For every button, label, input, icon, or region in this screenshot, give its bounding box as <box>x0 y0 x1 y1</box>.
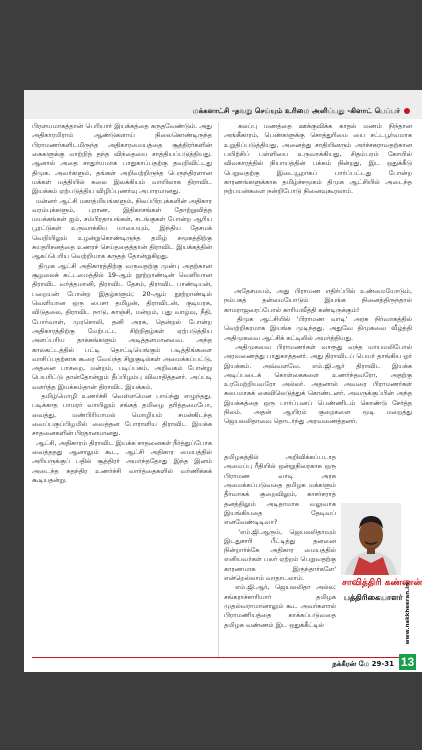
author-name: சாவித்திரி கண்ணன் <box>342 578 422 588</box>
top-band <box>24 90 422 102</box>
article-column-right-lower: தமிழகத்தில் அறிவிக்கப்படாத அமைப்பு ரீதியில் ஒன்றுநிரைகாக ஒரு பிராமண வாடி அரசு அமைக்கப்படுவதை தமிழக மக்களும் தீர்வாகக் குறைவிலும், காசர்சராத் தனத்திலும் அடிதாமாக வலுவாக இயங்கியதை தேடிவப் எனவேண்டிடிவா? 'எம்.ஜி.ஆரும், ஜெயலலிதாவும் இடதுசாரி பீட்டித்து தனனை நின்றார்க்கே அதிகார மையத்தில் எனியவர்கள் பலர் ஏற்றம் பெறுவதற்கு காரணமாக இருந்தார்களே' என்றெல்லாம் வாதாடலாம். எம்.ஜி.ஆர், ஜெயலலிதா அல்ல; சங்கராச்சாரியார் தமிழக முதல்வராமானாலும் கூட அவர்களால் பிராமணியத்தை காக்கப்படுவதை தமிழக வண்ணம் இட ஒதுக்கீட்டில் <box>224 453 337 629</box>
section-header <box>24 102 422 119</box>
page-number-badge: 13 <box>400 655 415 669</box>
article-column-right: கலப்பு மணத்தை ஊக்குவிக்க காதல் மணம் நிந்தான அங்கீகாரம், பெண்களுக்கு சொத்துரிமை யை சட்டபூர்வமாக உறுதிப்படுத்தியது, அனைத்து சாதியினரும் அர்ச்சகராவதற்கான பயிற்சிப் பள்ளியை உருவாக்கியது, சிதம்பரம் கோயில் விவகாரத்தில் நியாயத்தின் பக்கம் நின்றது, இட ஒதுக்கீடு பெறுவதற்கு இடையூறாகப் பார்ப்பட்டது போன்ற காரணங்களுக்காக தமிழ்ச்சமூகம் திமுக ஆட்சியில் அடைந்த நற்பயன்களை நன்றிபோடு நினைவுகூரலாம். <box>224 122 415 196</box>
author-portrait-icon <box>341 503 401 575</box>
author-role: பத்திரிகையாளர் <box>344 593 403 602</box>
column-divider <box>218 122 219 657</box>
footer-rule <box>32 657 404 658</box>
article-column-left: பிரளயமாகத்தான் பெரியார் இயக்கத்தை கருதவேண்டும். அது அதிகாரமிராம் ஆண்டுகளாய் நிலைகொண்டிருந்த பிராமணர்களிடமிருந்த அதிகாரமையத்தை சூத்திரர்களின் கைகளுக்கு மாற்றித் தந்த விந்தையை சாத்தியப்படுத்தியது. ஆனால் அதை சாதுர்யமாக பாதுகாப்பதற்கு தவறிவிட்டது திமுக. அவர்களும், தங்கள் அறிவற்றிருந்த பெருந்திரளான மக்கள் மத்தியில் கலை இலக்கியம் வாயிலாக திராவிட இயக்கம் ஏற்படுத்திய விழிப்புணர்வு அபாரமானது. மன்னர் ஆட்சி மகாத்மியங்களும், நிலப்பிரபுக்களின் அதிகார வரம்புக்களும், புராண, இதிகாசங்கள் தோற்றுவித்த மயக்கங்கள் ஐம், சம்பிரதாயங்கள், சடங்குகள் போன்ற ஆரிய பூரட்டுகள் உருவாக்கிய மாயையும், இந்திய தேசமக் வெறியிலும் உழன்றுகொண்டிருந்த தமிழ் சமூகத்திற்கு சுயதரிசனத்தை உணரச் செய்ததைத்தான் திராவிட இயக்கத்தின் ஆகப்பெரிய வெற்றியாக கருதத் தோன்றுகிறது. திமுக ஆட்சி அதிகாரத்திற்கு வருவதற்கு முன்பு அதற்கான சூழலைக் கட்டமைத்தில் 19-ஆம் நூற்றாண்டின் வெளியான திராவிட வர்த்தமானி, திராவிட தேசம், திராவிட பாண்டியன், பறையன் போன்ற இதழ்களும்; 20-ஆம் நூற்றாண்டில் வெளியான ஒரு பைசா தமிழன், திராவிடன், குடியரசு, விடுதலை, திராவிட நாடு, காஞ்சி, மன்றம், புது வாழ்வு, நீதி, போர்வாள், முரசொலி, தனி அரசு, தென்றல் போன்ற அதிகாரத்திற்கு மேற்பட்ட சிற்றிதழ்கள் ஏற்படுத்திய அளப்பரிய தாக்கங்களும் அடித்தளமானவை. அந்த காலகட்டத்தில் பட்டி தொட்டியெங்கும் படித்திங்களை வாசிப்பதற்காக கூரை வேய்ந்த சிறுகுடில்கள் அமைக்கப்பட்டு, அதனை பாசறை, மன்றம், படிப்பகம், அறிவகம் போன்று பெயரிட்டு தான்தோன்றும் தீப்பிழம்பு விவாதித்தனர். அப்படி வளர்த்த இயக்கம்தான் திராவிட இயக்கம். தமிழ்மொழி உணர்ச்சி வெள்ளமென பாய்ந்து எழுந்தது. படிக்காத பாமரர் வாயிலும் சங்கத் தமிழை தரித்தமைபோ, வைத்து, மண்பிரியாமல் மொழியம் சமன்கிடந்த வைப்பகுப்பிழமில் வைத்தன போராளிய திராவிட இயக்க சாதனைகளின் பிரதானமானது. ஆட்சி, அதிகாரம் திராவிட இயக்க சாதனைகள் நீர்த்துப்போக வைத்ததது ஆனாலும் கூட, ஆட்சி அதிகார மையத்தில் அரியருக்குப் பதில் சூத்திரர் அமர்ந்ததோது இந்த இனம் அடைந்த சுதந்திர உணர்ச்சி வார்த்தைகளில் வர்ணிக்கக் கூடியதன்று. <box>32 122 212 484</box>
magazine-page <box>24 90 422 672</box>
article-column-right-middle: அதேசமயம், அது பிராமண எதிர்ப்பில் உண்மையோடும், நம்பகத் தன்மையோடும் இயங்க நினைத்திருந்தால் காமராஜரைப்போல் காரியவீத்தி கண்டிருக்கும்! திமுக ஆட்சியில் 'பிராமண வாடி' அரசு நிர்வாகத்தில் வெற்றிகரமாக இயங்க முடிந்தது. அதுவே திமுகவை வீழ்த்தி அதிமுகவை ஆட்சிக் கட்டிலில் அமர்த்தியது. அதிமுகவை பிராமணர்கள் வாரூது வந்த மாயமலிபோல் அரவணைத்து பாதுகாத்தனர். அது திராவிடப் பெயர் தாங்கிய ஓர் இயக்கம். அவ்வளவே. எம்.ஜி.ஆர் திராவிட இயக்க அடிப்படைக் கொள்கைகளை உணர்ந்தவரோ, அதற்கு உரமேற்றியவரோ அல்லர். அதனால் அவரை பிராமணர்கள் சுலபமாகக் கைவிலெடுத்துக் கொண்டனர். அவருக்குப்பின் அந்த இயக்கத்தை ஒரு பார்ப்பனப் பெண்ணிடம் கொண்டு சேர்த்த நிலம். அதன் ஆயிரம் குறைகளை மூடி மறைத்து ஜெயலலிதாவை தொடர்ந்து அரவணைத்தனர். <box>224 287 413 426</box>
header-title: மக்களாட்சி -தவறு செய்யும் உரிமை அளிப்பது -கிளாட் பெப்பர் <box>192 105 400 115</box>
header-bullet-icon <box>404 108 410 114</box>
website-url: www.nakkheeran.in <box>405 583 411 645</box>
issue-label: நக்கீரன் மே 29-31 <box>332 660 394 668</box>
author-photo <box>341 503 401 575</box>
